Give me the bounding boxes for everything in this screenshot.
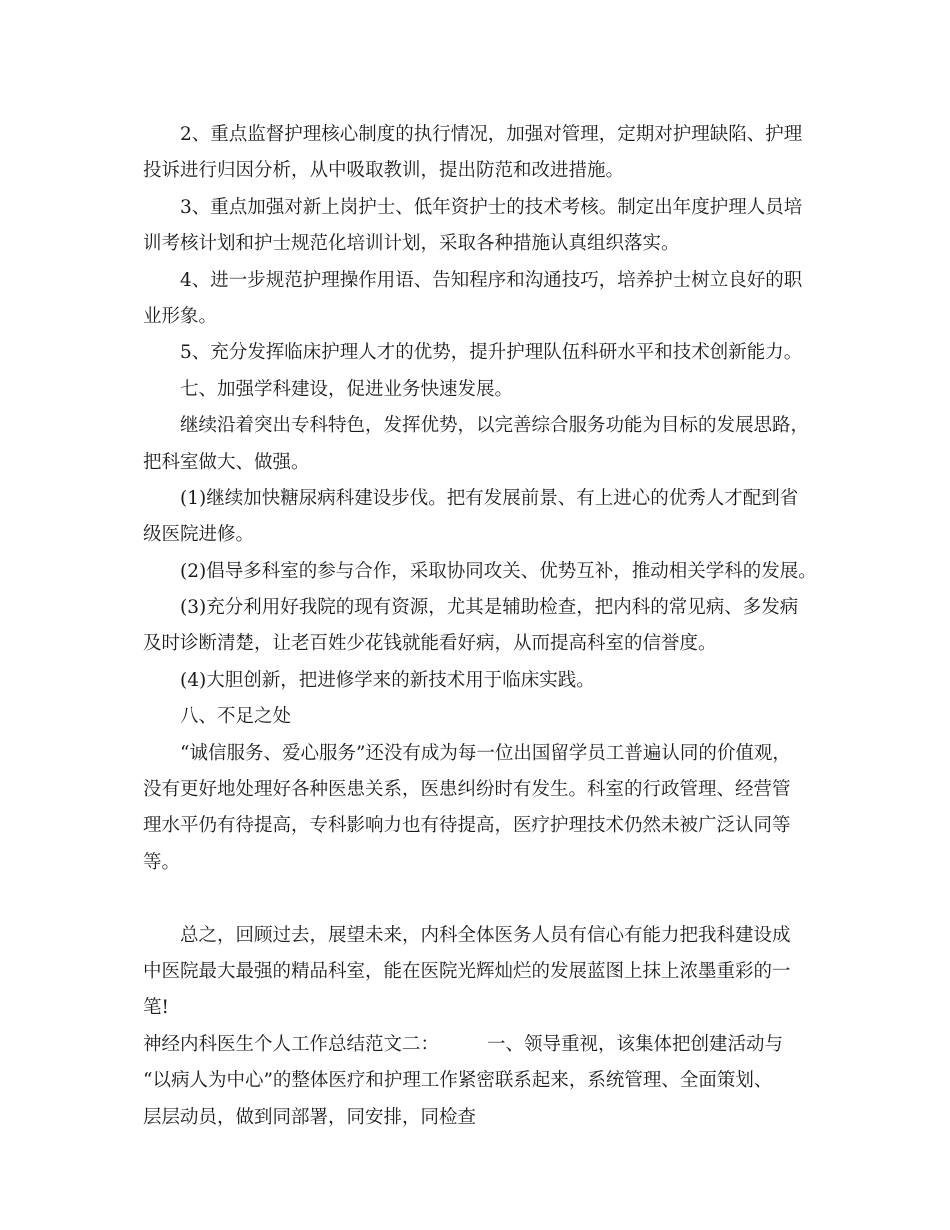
text-line: (4)大胆创新，把进修学来的新技术用于临床实践。	[180, 669, 595, 691]
text-line: 及时诊断清楚，让老百姓少花钱就能看好病，从而提高科室的信誉度。	[143, 633, 717, 655]
text-line: (3)充分利用好我院的现有资源，尤其是辅助检查，把内科的常见病、多发病	[180, 597, 799, 619]
blank-line	[143, 881, 823, 917]
text-line: 层层动员，做到同部署，同安排，同检查	[143, 1106, 477, 1128]
text-span: 一、领导重视，该集体把创建活动与	[487, 1033, 784, 1055]
text-line: (1)继续加快糖尿病科建设步伐。把有发展前景、有上进心的优秀人才配到省	[180, 487, 799, 509]
text-line: 4、进一步规范护理操作用语、告知程序和沟通技巧，培养护士树立良好的职	[180, 269, 803, 291]
text-line: “诚信服务、爱心服务”还没有成为每一位出国留学员工普遍认同的价值观，	[180, 742, 791, 764]
text-line: 理水平仍有待提高，专科影响力也有待提高，医疗护理技术仍然未被广泛认同等	[143, 815, 791, 837]
text-line: 把科室做大、做强。	[143, 451, 310, 473]
section-heading: 七、加强学科建设，促进业务快速发展。	[180, 378, 514, 400]
text-line: 总之，回顾过去，展望未来，内科全体医务人员有信心有能力把我科建设成	[180, 924, 791, 946]
section-heading: 八、不足之处	[180, 706, 292, 728]
text-line: 等。	[143, 851, 181, 873]
text-line: 2、重点监督护理核心制度的执行情况，加强对管理，定期对护理缺陷、护理	[180, 124, 803, 145]
text-line: 笔!	[143, 997, 169, 1019]
text-line	[143, 1027, 823, 1063]
text-line: “以病人为中心”的整体医疗和护理工作紧密联系起来，系统管理、全面策划、	[143, 1070, 773, 1092]
text-line: 业形象。	[143, 305, 218, 327]
text-line: (2)倡导多科室的参与合作，采取协同攻关、优势互补，推动相关学科的发展。	[180, 560, 817, 582]
text-line: 投诉进行归因分析，从中吸取教训，提出防范和改进措施。	[143, 160, 625, 182]
text-line: 没有更好地处理好各种医患关系，医患纠纷时有发生。科室的行政管理、经营管	[143, 779, 791, 801]
text-line: 中医院最大最强的精品科室，能在医院光辉灿烂的发展蓝图上抹上浓墨重彩的一	[143, 960, 791, 982]
text-line: 级医院进修。	[143, 524, 255, 546]
text-line: 训考核计划和护士规范化培训计划，采取各种措施认真组织落实。	[143, 233, 680, 255]
document-body	[143, 117, 823, 1136]
text-line: 3、重点加强对新上岗护士、低年资护士的技术考核。制定出年度护理人员培	[180, 196, 803, 218]
text-line: 5、充分发挥临床护理人才的优势，提升护理队伍科研水平和技术创新能力。	[180, 342, 803, 364]
article-title: 神经内科医生个人工作总结范文二：	[143, 1033, 440, 1055]
text-line: 继续沿着突出专科特色，发挥优势，以完善综合服务功能为目标的发展思路，	[180, 415, 810, 437]
